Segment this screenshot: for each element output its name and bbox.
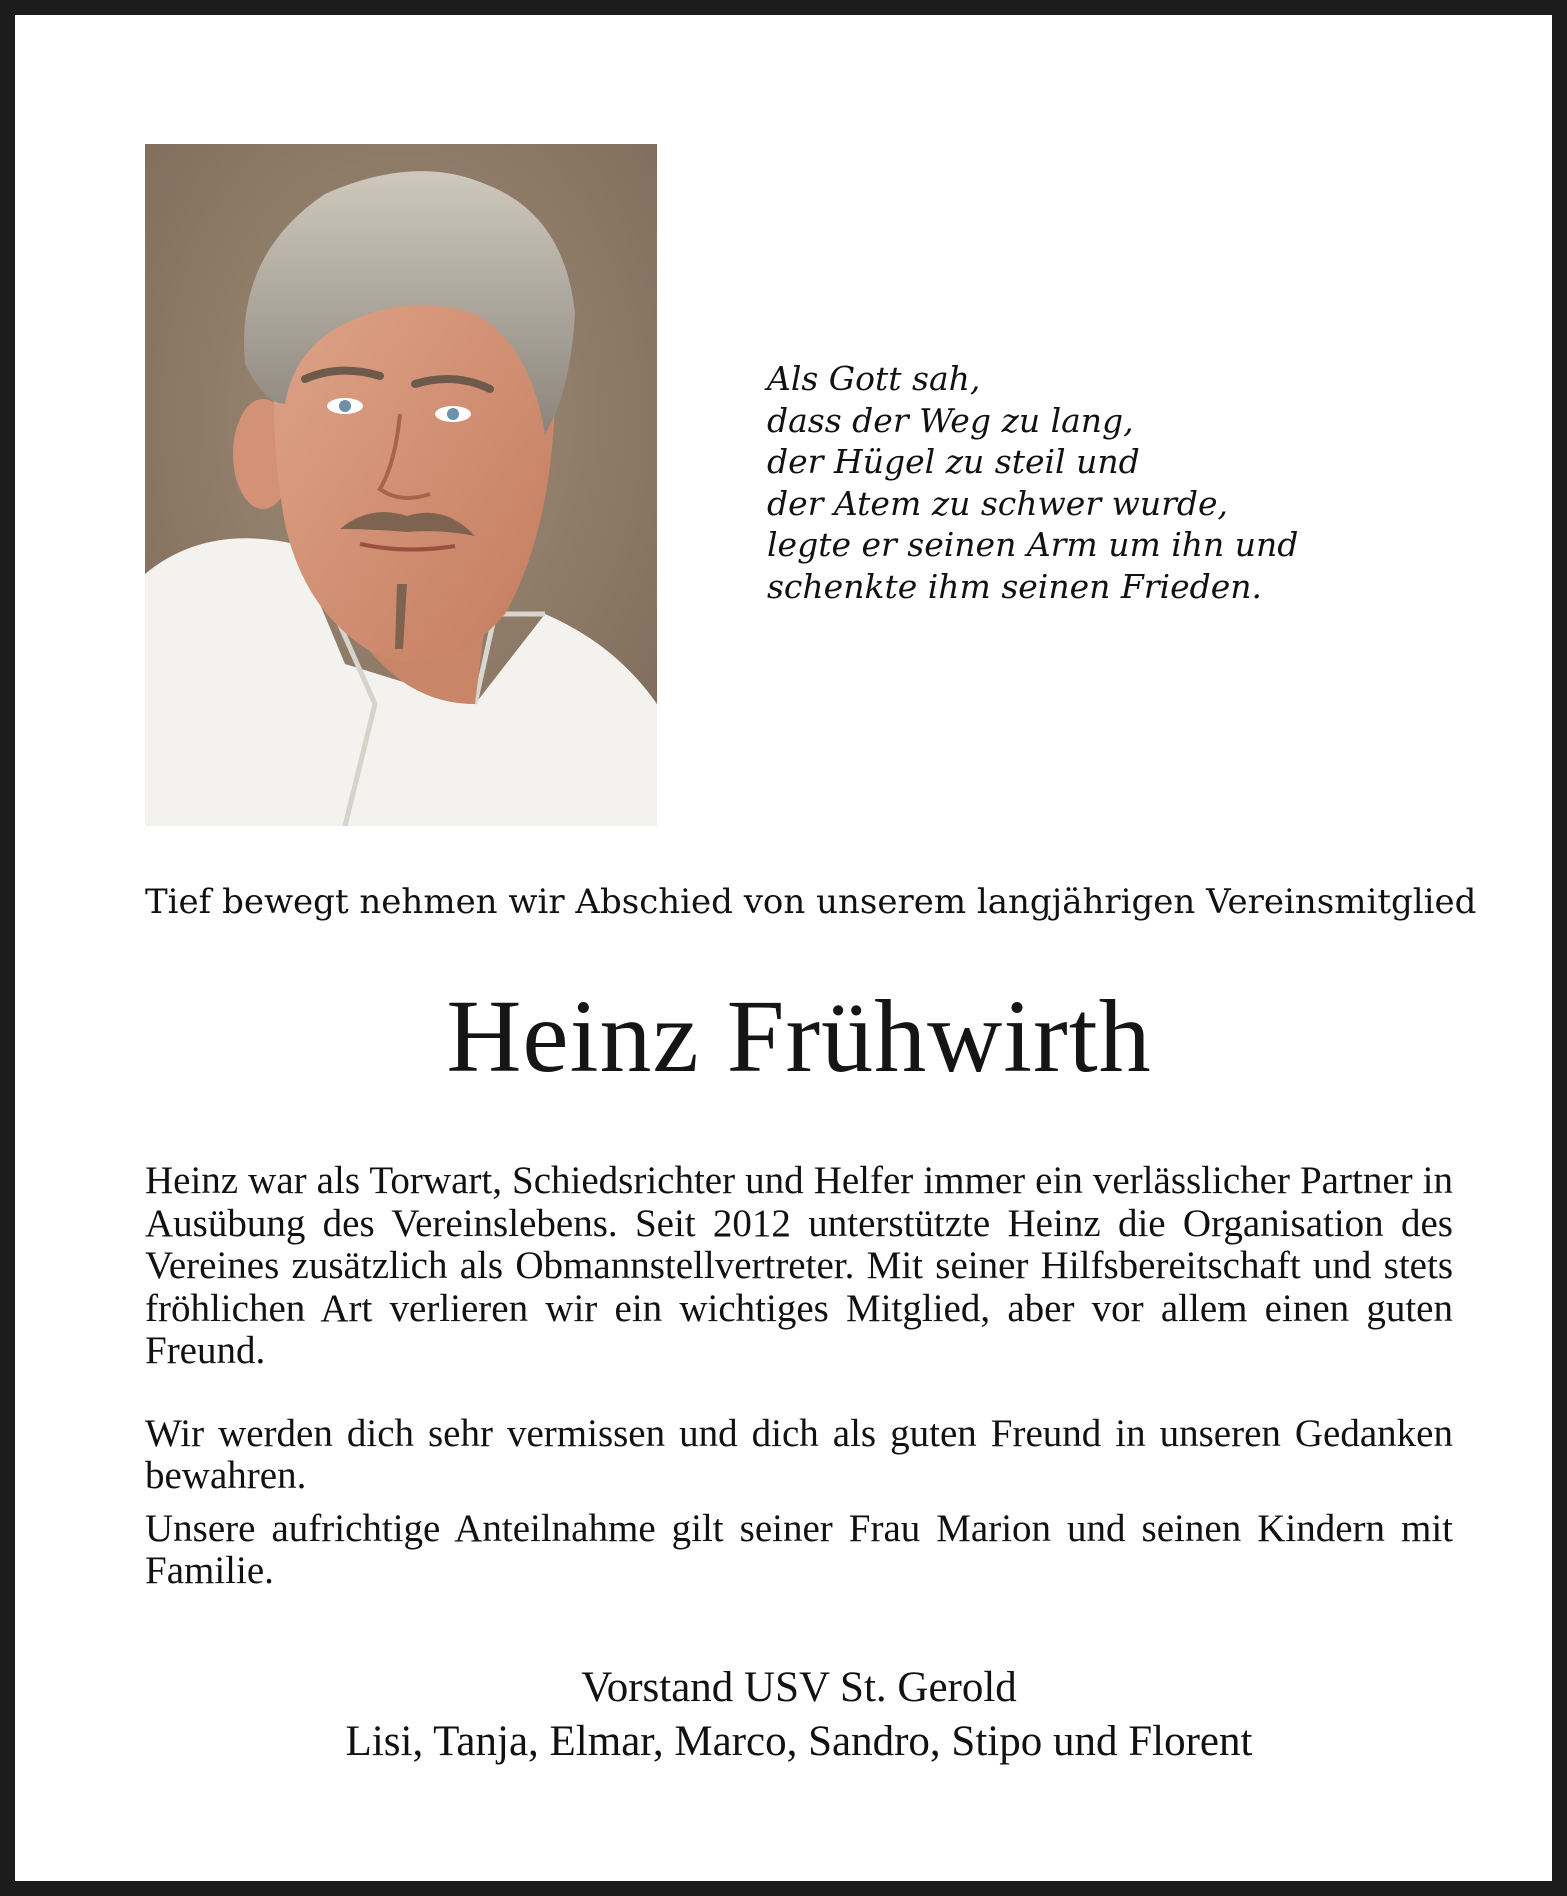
body-paragraph: Unsere aufrichtige Anteilnahme gilt seiner Frau Marion und seinen Kindern mit Familie. <box>145 1506 1453 1592</box>
poem-line: dass der Weg zu lang, <box>767 400 1134 440</box>
poem-line: legte er seinen Arm um ihn und <box>767 525 1299 564</box>
portrait-illustration <box>145 144 657 826</box>
poem-line: der Atem zu schwer wurde, <box>767 483 1229 523</box>
signature-members: Lisi, Tanja, Elmar, Marco, Sandro, Stipo und Florent <box>345 1718 1253 1765</box>
poem-line: schenkte ihm seinen Frieden. <box>767 566 1263 606</box>
obituary-body <box>145 1160 1453 1593</box>
poem-line: der Hügel zu steil und <box>767 442 1140 481</box>
body-paragraph: Heinz war als Torwart, Schiedsrichter und Helfer immer ein verlässlicher Partner in Ausübung des Vereinslebens. Seit 2012 unterstützte Heinz die Organisation des Vereines zusätzlich als Obmannstellvertreter. Mit seiner Hilfsbereitschaft und stets fröhlichen Art verlieren wir ein wichtiges Mitglied, aber vor allem einen guten Freund. <box>145 1159 1453 1372</box>
signature-organization: Vorstand USV St. Gerold <box>581 1664 1017 1711</box>
memorial-poem <box>767 358 1298 607</box>
signature-block <box>145 1661 1453 1769</box>
portrait-photo <box>145 144 657 826</box>
body-paragraph: Wir werden dich sehr vermissen und dich als guten Freund in unseren Gedanken bewahren. <box>145 1411 1453 1497</box>
poem-line: Als Gott sah, <box>767 359 981 398</box>
intro-text: Tief bewegt nehmen wir Abschied von unserem langjährigen Vereinsmitglied <box>145 882 1477 922</box>
deceased-name: Heinz Frühwirth <box>446 979 1152 1094</box>
